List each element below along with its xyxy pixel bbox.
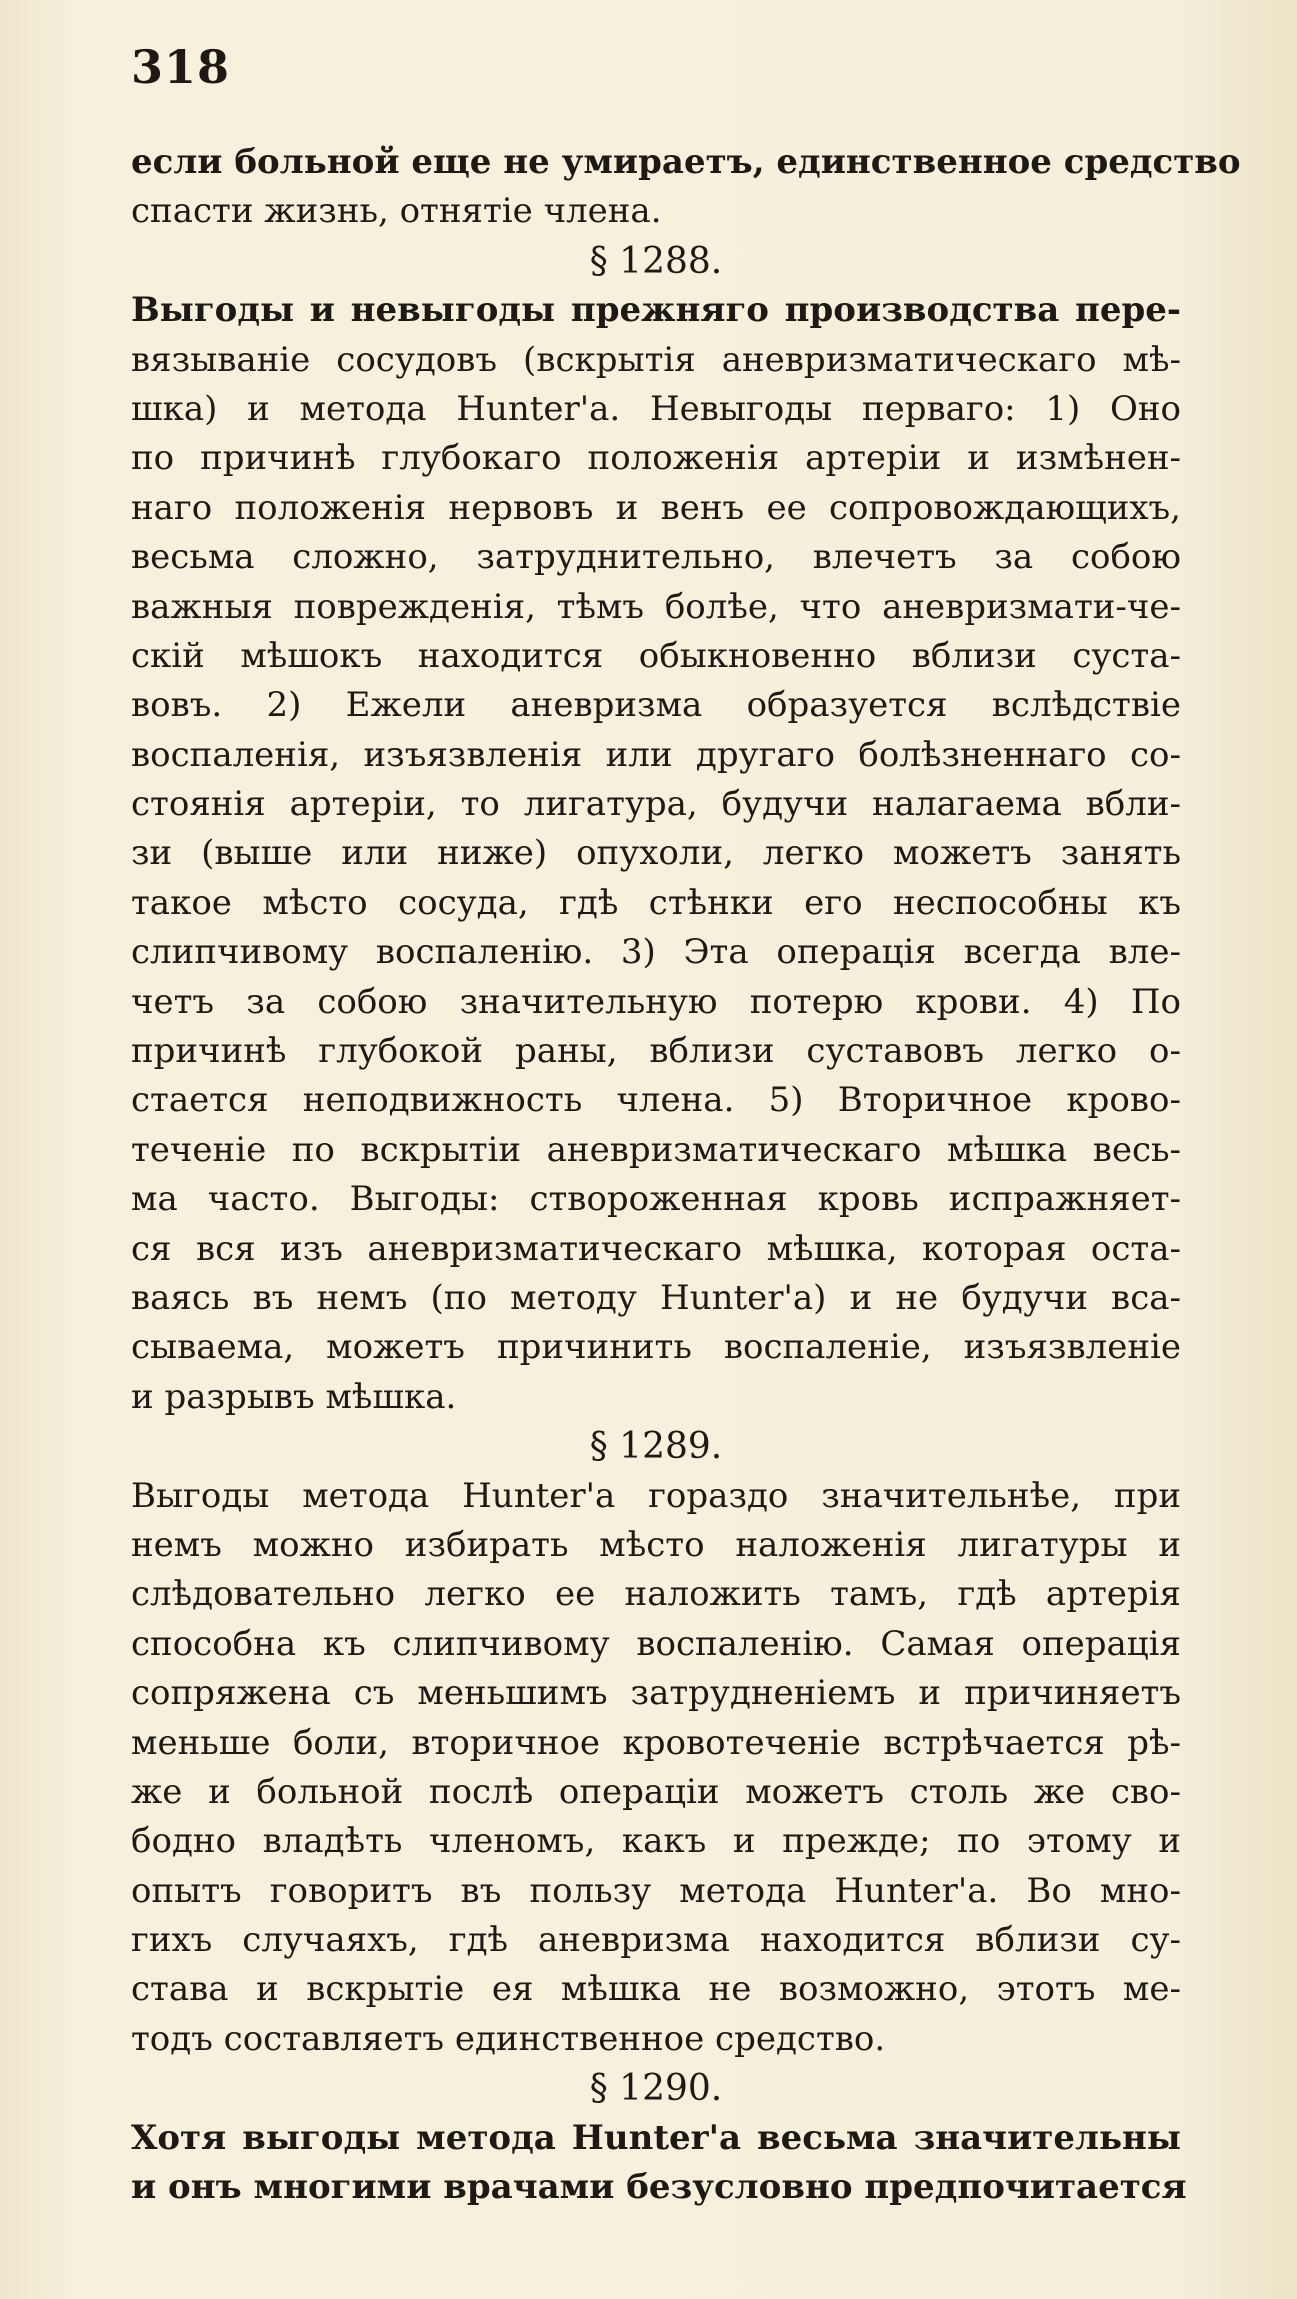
- text-line: наго положенія нервовъ и венъ ее сопровождающихъ,: [131, 487, 1181, 528]
- text-line: Выгоды и невыгоды прежняго производства пере-: [131, 290, 1181, 331]
- text-line: меньше боли, вторичное кровотеченіе встрѣчается рѣ-: [131, 1722, 1181, 1763]
- text-line: сопряжена съ меньшимъ затрудненіемъ и причиняетъ: [131, 1673, 1181, 1714]
- text-line: немъ можно избирать мѣсто наложенія лигатуры и: [131, 1524, 1181, 1565]
- text-line: и разрывъ мѣшка.: [131, 1376, 457, 1417]
- text-line: бодно владѣть членомъ, какъ и прежде; по этому и: [131, 1821, 1181, 1862]
- text-line: важныя поврежденія, тѣмъ болѣе, что аневризмати-че-: [131, 586, 1181, 627]
- text-line: става и вскрытіе ея мѣшка не возможно, этотъ ме-: [131, 1969, 1181, 2010]
- text-line: воспаленія, изъязвленія или другаго болѣзненнаго со-: [131, 734, 1181, 775]
- page-number: 318: [131, 40, 231, 94]
- text-line: зи (выше или ниже) опухоли, легко можетъ занять: [131, 833, 1181, 874]
- text-line: Выгоды метода Hunter'a гораздо значительнѣе, при: [131, 1475, 1181, 1516]
- text-line: причинѣ глубокой раны, вблизи суставовъ легко о-: [131, 1031, 1181, 1072]
- text-line: слѣдовательно легко ее наложить тамъ, гдѣ артерія: [131, 1574, 1181, 1615]
- text-line: стоянія артеріи, то лигатура, будучи налагаема вбли-: [131, 784, 1181, 825]
- text-line: сываема, можетъ причинить воспаленіе, изъязвленіе: [131, 1327, 1181, 1368]
- text-line: и онъ многими врачами безусловно предпочитается: [131, 2167, 1187, 2208]
- text-line: шка) и метода Hunter'a. Невыгоды перваго: 1) Оно: [131, 388, 1181, 429]
- section-heading: § 1289.: [589, 1426, 723, 1468]
- text-line: стается неподвижность члена. 5) Вторичное крово-: [131, 1080, 1181, 1121]
- text-line: весьма сложно, затруднительно, влечетъ за собою: [131, 537, 1181, 578]
- text-line: Хотя выгоды метода Hunter'a весьма значительны: [131, 2117, 1181, 2158]
- text-line: если больной еще не умираетъ, единственное средство: [131, 142, 1241, 182]
- section-heading: § 1290.: [589, 2068, 723, 2110]
- text-line: по причинѣ глубокаго положенія артеріи и измѣнен-: [131, 438, 1181, 479]
- text-line: тодъ составляетъ единственное средство.: [131, 2018, 886, 2059]
- text-line: теченіе по вскрытіи аневризматическаго мѣшка весь-: [131, 1129, 1181, 1170]
- section-heading: § 1288.: [589, 240, 723, 282]
- text-line: вовъ. 2) Ежели аневризма образуется вслѣдствіе: [131, 685, 1181, 726]
- text-line: спасти жизнь, отнятіе члена.: [131, 191, 662, 232]
- text-line: способна къ слипчивому воспаленію. Самая операція: [131, 1623, 1181, 1664]
- text-line: четъ за собою значительную потерю крови. 4) По: [131, 981, 1181, 1022]
- text-line: вязываніе сосудовъ (вскрытія аневризматическаго мѣ-: [131, 339, 1181, 380]
- text-line: ся вся изъ аневризматическаго мѣшка, которая оста-: [131, 1228, 1181, 1269]
- text-line: слипчивому воспаленію. 3) Эта операція всегда вле-: [131, 932, 1181, 973]
- text-line: гихъ случаяхъ, гдѣ аневризма находится вблизи су-: [131, 1920, 1181, 1961]
- text-line: ваясь въ немъ (по методу Hunter'a) и не будучи вса-: [131, 1277, 1181, 1318]
- text-line: такое мѣсто сосуда, гдѣ стѣнки его неспособны къ: [131, 882, 1181, 923]
- page-body-text: [131, 138, 1241, 2212]
- text-line: же и больной послѣ операціи можетъ столь же сво-: [131, 1771, 1181, 1812]
- text-line: скій мѣшокъ находится обыкновенно вблизи суста-: [131, 635, 1181, 676]
- text-line: опытъ говоритъ въ пользу метода Hunter'a. Во мно-: [131, 1870, 1181, 1911]
- text-line: ма часто. Выгоды: створоженная кровь испражняет-: [131, 1179, 1181, 1220]
